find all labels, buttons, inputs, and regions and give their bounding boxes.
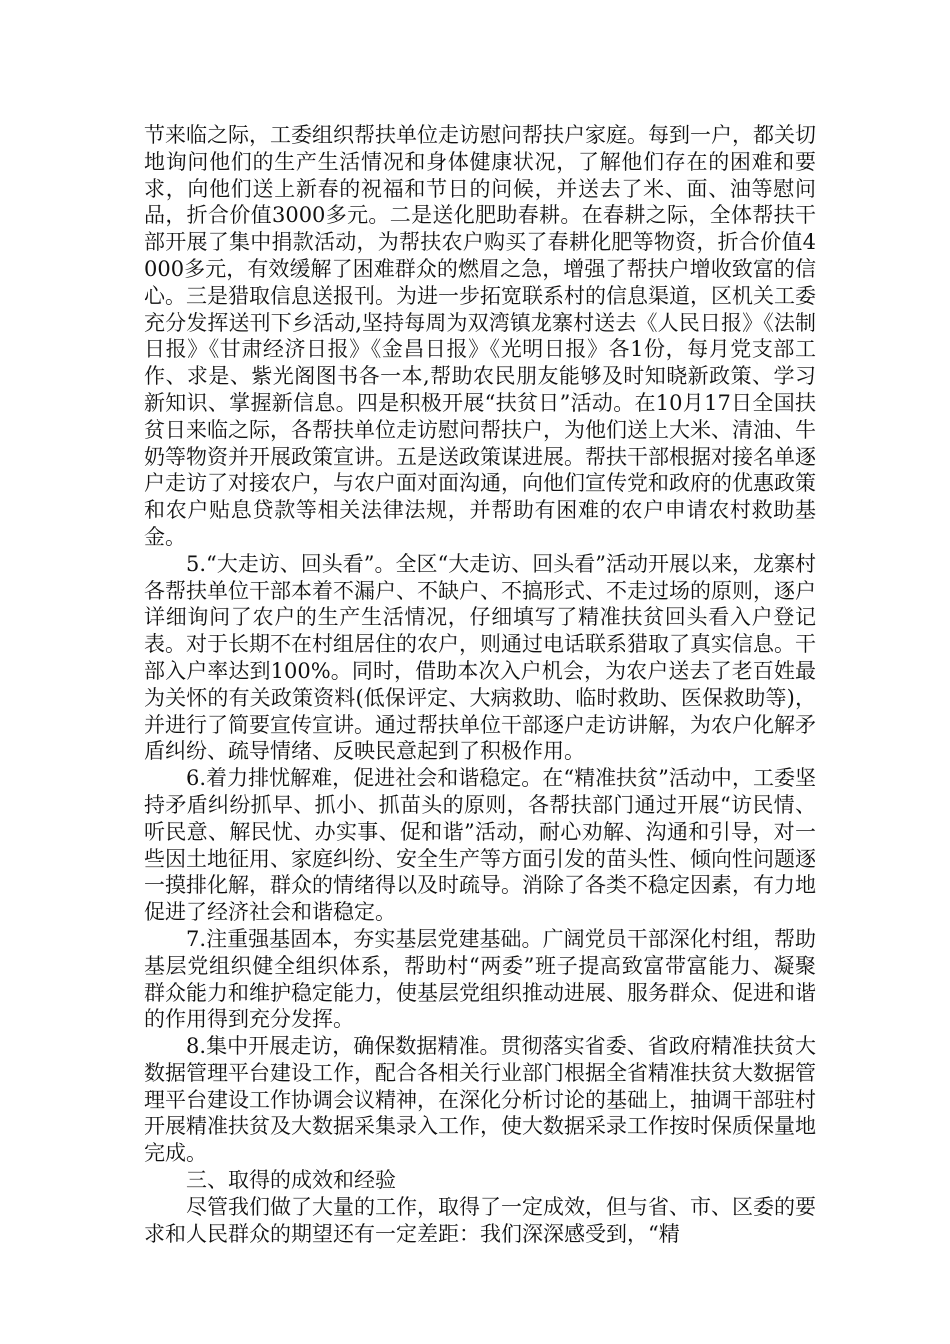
document-page xyxy=(144,122,816,1247)
section-heading: 三、取得的成效和经验 xyxy=(186,1168,396,1193)
paragraph-4: 7.注重强基固本，夯实基层党建基础。广阔党员干部深化村组，帮助基层党组织健全组织体系，帮助村“两委”班子提高致富带富能力、凝聚群众能力和维护稳定能力，使基层党组织推动进展、服务群众、促进和谐的作用得到充分发挥。 xyxy=(144,926,816,1032)
paragraph-2: 5.“大走访、回头看”。全区“大走访、回头看”活动开展以来，龙寨村各帮扶单位干部本着不漏户、不缺户、不搞形式、不走过场的原则，逐户详细询问了农户的生产生活情况，仔细填写了精准扶贫回头看入户登记表。对于长期不在村组居住的农户，则通过电话联系猎取了真实信息。干部入户率达到100%。同时，借助本次入户机会，为农户送去了老百姓最为关怀的有关政策资料(低保评定、大病救助、临时救助、医保救助等)，并进行了简要宣传宣讲。通过帮扶单位干部逐户走访讲解，为农户化解矛盾纠纷、疏导情绪、反映民意起到了积极作用。 xyxy=(144,551,816,764)
paragraph-3: 6.着力排忧解难，促进社会和谐稳定。在“精准扶贫”活动中，工委坚持矛盾纠纷抓早、抓小、抓苗头的原则，各帮扶部门通过开展“访民情、听民意、解民忧、办实事、促和谐”活动，耐心劝解、沟通和引导，对一些因土地征用、家庭纠纷、安全生产等方面引发的苗头性、倾向性问题逐一摸排化解，群众的情绪得以及时疏导。消除了各类不稳定因素，有力地促进了经济社会和谐稳定。 xyxy=(144,766,816,925)
paragraph-5: 8.集中开展走访，确保数据精准。贯彻落实省委、省政府精准扶贫大数据管理平台建设工作，配合各相关行业部门根据全省精准扶贫大数据管理平台建设工作协调会议精神，在深化分析讨论的基础上，抽调干部驻村开展精准扶贫及大数据采集录入工作，使大数据采录工作按时保质保量地完成。 xyxy=(144,1034,816,1166)
paragraph-6: 尽管我们做了大量的工作，取得了一定成效，但与省、市、区委的要求和人民群众的期望还有一定差距：我们深深感受到，“精 xyxy=(144,1194,816,1246)
paragraph-1: 节来临之际，工委组织帮扶单位走访慰问帮扶户家庭。每到一户，都关切地询问他们的生产生活情况和身体健康状况，了解他们存在的困难和要求，向他们送上新春的祝福和节日的问候，并送去了米、面、油等慰问品，折合价值3000多元。二是送化肥助春耕。在春耕之际，全体帮扶干部开展了集中捐款活动，为帮扶农户购买了春耕化肥等物资，折合价值4000多元，有效缓解了困难群众的燃眉之急，增强了帮扶户增收致富的信心。三是猎取信息送报刊。为进一步拓宽联系村的信息渠道，区机关工委充分发挥送刊下乡活动,坚持每周为双湾镇龙寨村送去《人民日报》《法制日报》《甘肃经济日报》《金昌日报》《光明日报》各1份，每月党支部工作、求是、紫光阁图书各一本,帮助农民朋友能够及时知晓新政策、学习新知识、掌握新信息。四是积极开展“扶贫日”活动。在10月17日全国扶贫日来临之际，各帮扶单位走访慰问帮扶户，为他们送上大米、清油、牛奶等物资并开展政策宣讲。五是送政策谋进展。帮扶干部根据对接名单逐户走访了对接农户，与农户面对面沟通，向他们宣传党和政府的优惠政策和农户贴息贷款等相关法律法规，并帮助有困难的农户申请农村救助基金。 xyxy=(144,123,816,549)
